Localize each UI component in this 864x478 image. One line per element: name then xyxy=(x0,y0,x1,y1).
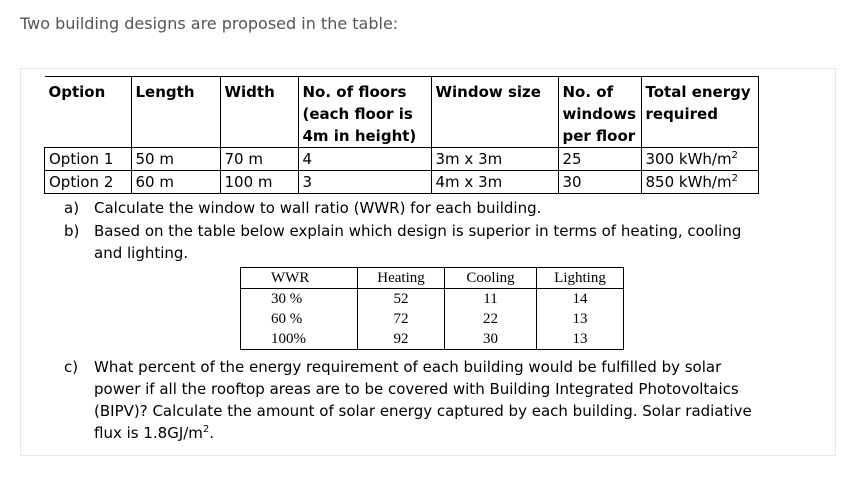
cell-window-size: 4m x 3m xyxy=(431,171,558,194)
question-a-label: a) xyxy=(64,199,80,217)
header-length: Length xyxy=(131,77,220,148)
wwr-cell: 52 xyxy=(358,289,445,310)
header-windows-line3: per floor xyxy=(562,127,636,145)
header-windows xyxy=(558,77,641,148)
cell-energy xyxy=(641,148,758,171)
question-b xyxy=(64,220,784,264)
cell-length: 50 m xyxy=(131,148,220,171)
cell-option: Option 2 xyxy=(45,171,132,194)
header-windows-line1: No. of xyxy=(562,83,614,101)
cell-length: 60 m xyxy=(131,171,220,194)
cell-energy xyxy=(641,171,758,194)
header-energy-line1: Total energy xyxy=(645,83,751,101)
header-energy-line2: required xyxy=(645,105,718,123)
header-floors-line1: No. of floors xyxy=(302,83,407,101)
table-row xyxy=(45,148,759,171)
question-c-label: c) xyxy=(64,358,79,376)
question-b-line2: and lighting. xyxy=(94,244,189,262)
header-width: Width xyxy=(220,77,298,148)
header-windows-line2: windows xyxy=(562,105,637,123)
cell-option: Option 1 xyxy=(45,148,132,171)
cell-windows: 30 xyxy=(558,171,641,194)
wwr-cell: 30 xyxy=(445,329,537,350)
wwr-cell: 30 % xyxy=(241,289,358,310)
question-c-line4-text: flux is 1.8GJ/m xyxy=(94,424,203,442)
wwr-header-lighting: Lighting xyxy=(537,268,624,289)
question-c-line4-sup: 2 xyxy=(202,424,210,435)
cell-energy-value: 300 kWh/m xyxy=(645,150,732,168)
header-option: Option xyxy=(45,77,132,148)
question-c-line3: (BIPV)? Calculate the amount of solar energy captured by each building. Solar radiative xyxy=(94,402,752,420)
question-b-line1: Based on the table below explain which design is superior in terms of heating, cooling xyxy=(94,222,742,240)
wwr-table xyxy=(240,267,624,350)
table-row xyxy=(45,171,759,194)
table-row xyxy=(241,309,624,329)
wwr-cell: 100% xyxy=(241,329,358,350)
question-c xyxy=(64,356,794,444)
question-b-label: b) xyxy=(64,222,80,240)
question-c-line4 xyxy=(64,422,794,444)
wwr-cell: 13 xyxy=(537,309,624,329)
cell-width: 100 m xyxy=(220,171,298,194)
cell-energy-sup: 2 xyxy=(731,150,738,161)
wwr-cell: 13 xyxy=(537,329,624,350)
question-a-text: Calculate the window to wall ratio (WWR) for each building. xyxy=(94,199,542,217)
header-window-size: Window size xyxy=(431,77,558,148)
header-floors xyxy=(298,77,431,148)
wwr-cell: 60 % xyxy=(241,309,358,329)
question-a xyxy=(64,197,541,219)
cell-floors: 4 xyxy=(298,148,431,171)
header-floors-line3: 4m in height) xyxy=(302,127,417,145)
intro-text: Two building designs are proposed in the table: xyxy=(20,14,399,33)
wwr-table-header xyxy=(241,268,624,289)
cell-energy-sup: 2 xyxy=(731,173,738,184)
header-energy xyxy=(641,77,758,148)
design-table xyxy=(44,76,759,194)
question-c-line4-end: . xyxy=(209,424,215,442)
wwr-header-wwr: WWR xyxy=(241,268,358,289)
cell-window-size: 3m x 3m xyxy=(431,148,558,171)
table-row xyxy=(241,329,624,350)
question-c-line1: What percent of the energy requirement of each building would be fulfilled by solar xyxy=(94,358,722,376)
wwr-cell: 11 xyxy=(445,289,537,310)
header-floors-line2: (each floor is xyxy=(302,105,413,123)
table-row xyxy=(241,289,624,310)
wwr-header-cooling: Cooling xyxy=(445,268,537,289)
wwr-cell: 72 xyxy=(358,309,445,329)
wwr-header-heating: Heating xyxy=(358,268,445,289)
question-c-line2: power if all the rooftop areas are to be covered with Building Integrated Photovoltaics xyxy=(94,380,739,398)
wwr-cell: 14 xyxy=(537,289,624,310)
cell-width: 70 m xyxy=(220,148,298,171)
cell-windows: 25 xyxy=(558,148,641,171)
cell-energy-value: 850 kWh/m xyxy=(645,173,732,191)
cell-floors: 3 xyxy=(298,171,431,194)
design-table-header xyxy=(45,77,759,148)
wwr-cell: 22 xyxy=(445,309,537,329)
wwr-cell: 92 xyxy=(358,329,445,350)
